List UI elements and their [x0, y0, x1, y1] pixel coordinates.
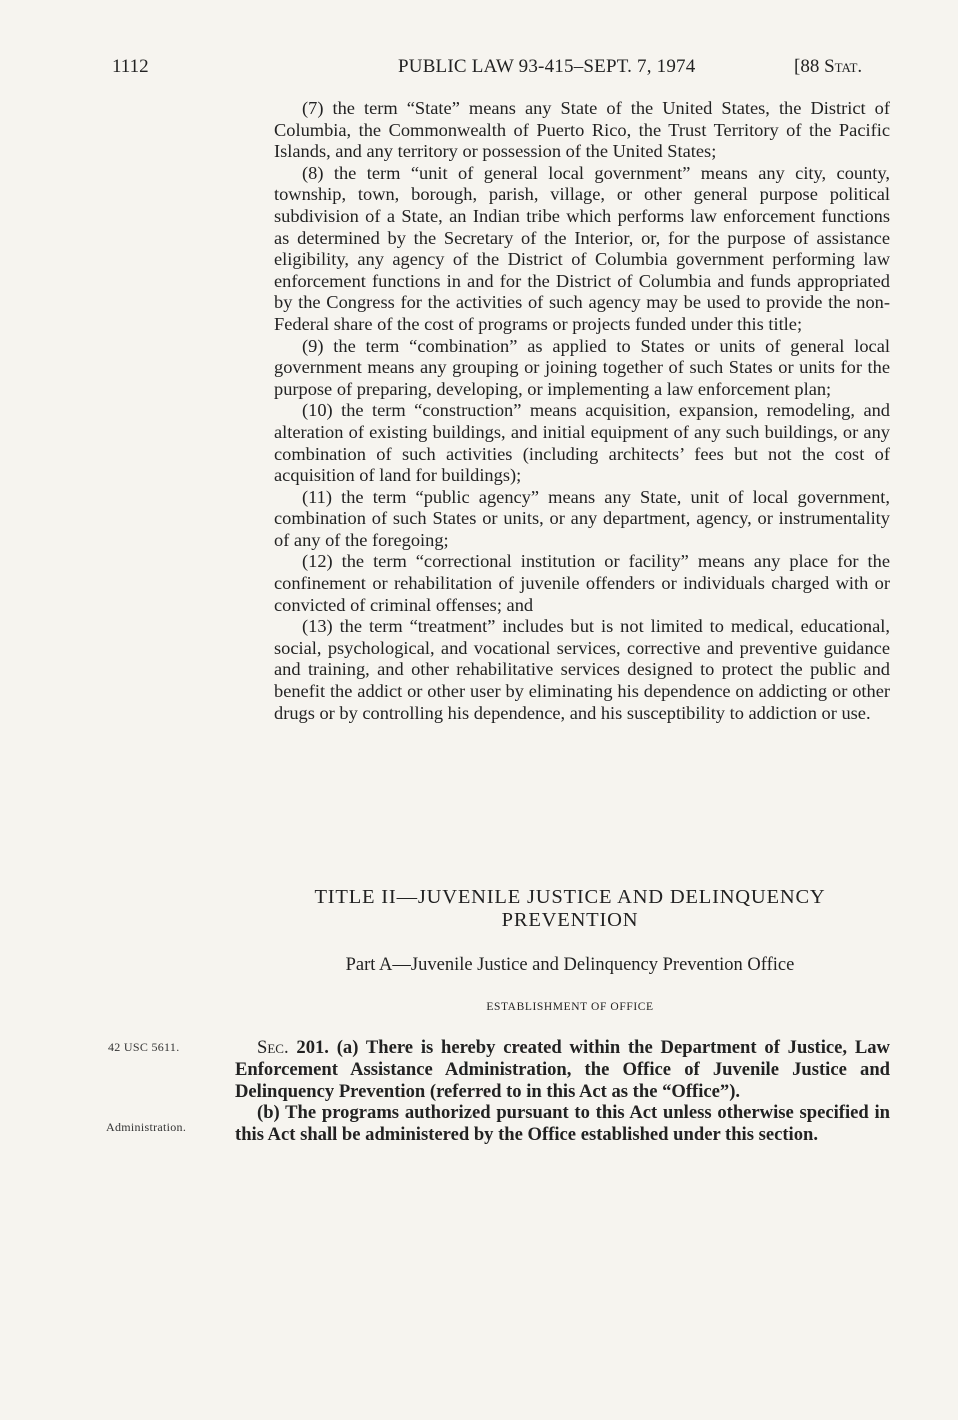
page-number: 1112	[112, 56, 149, 77]
definitions-list	[274, 98, 890, 724]
definition-paragraph: (13) the term “treatment” includes but is not limited to medical, educational, social, psychological, and vocational services, corrective and preventive guidance and training, and other rehabilitative services designed to protect the public and benefit the addict or other user by eliminating his dependence on addicting or other drugs or by controlling his dependence, and his susceptibility to addiction or use.	[274, 616, 890, 723]
title-line: TITLE II—JUVENILE JUSTICE AND DELINQUENCY	[314, 886, 826, 908]
title-line: PREVENTION	[501, 909, 639, 931]
section-paragraph-a	[235, 1037, 890, 1102]
statute-volume: [88	[794, 56, 825, 77]
definition-paragraph: (9) the term “combination” as applied to States or units of general local government means any grouping or joining together of such States or units for the purpose of preparing, developing, or implementing a law enforcement plan;	[274, 335, 890, 399]
section-a-text: 201. (a) There is hereby created within the Department of Justice, Law Enforcement Assistance Administration, the Office of Juvenile Justice and Delinquency Prevention (referred to in this Act as the “Office”).	[235, 1037, 890, 1102]
title-heading	[250, 886, 890, 932]
page-header	[0, 52, 958, 82]
definition-paragraph: (11) the term “public agency” means any State, unit of local government, combination of such States or units, or any department, agency, or instrumentality of any of the foregoing;	[274, 486, 890, 550]
section-paragraph-b: (b) The programs authorized pursuant to this Act unless otherwise specified in this Act shall be administered by the Office established under this section.	[235, 1102, 890, 1146]
section-label: Sec.	[257, 1037, 289, 1058]
definition-paragraph: (12) the term “correctional institution or facility” means any place for the confinement or rehabilitation of juvenile offenders or individuals charged with or convicted of criminal offenses; and	[274, 551, 890, 615]
section-201	[235, 1037, 890, 1146]
section-subheading: ESTABLISHMENT OF OFFICE	[486, 1001, 654, 1013]
statute-reference	[794, 56, 862, 78]
margin-note-administration: Administration.	[106, 1120, 187, 1134]
definition-paragraph: (7) the term “State” means any State of the United States, the District of Columbia, the Commonwealth of Puerto Rico, the Trust Territory of the Pacific Islands, and any territory or possession of the United States;	[274, 98, 890, 162]
statute-label: Stat.	[824, 56, 863, 77]
margin-citation: 42 USC 5611.	[108, 1040, 180, 1054]
definition-paragraph: (10) the term “construction” means acquisition, expansion, remodeling, and alteration of existing buildings, and initial equipment of any such buildings, or any combination of such activities (including architects’ fees but not the cost of acquisition of land for buildings);	[274, 400, 890, 486]
running-title: PUBLIC LAW 93-415–SEPT. 7, 1974	[398, 56, 696, 77]
part-heading: Part A—Juvenile Justice and Delinquency Prevention Office	[345, 955, 795, 975]
definition-paragraph: (8) the term “unit of general local government” means any city, county, township, town, borough, parish, village, or other general purpose political subdivision of a State, an Indian tribe which performs law enforcement functions as determined by the Secretary of the Interior, or, for the purpose of assistance eligibility, any agency of the District of Columbia government performing law enforcement functions in and for the District of Columbia and funds appropriated by the Congress for the activities of such agency may be used to provide the non-Federal share of the cost of programs or projects funded under this title;	[274, 162, 890, 334]
